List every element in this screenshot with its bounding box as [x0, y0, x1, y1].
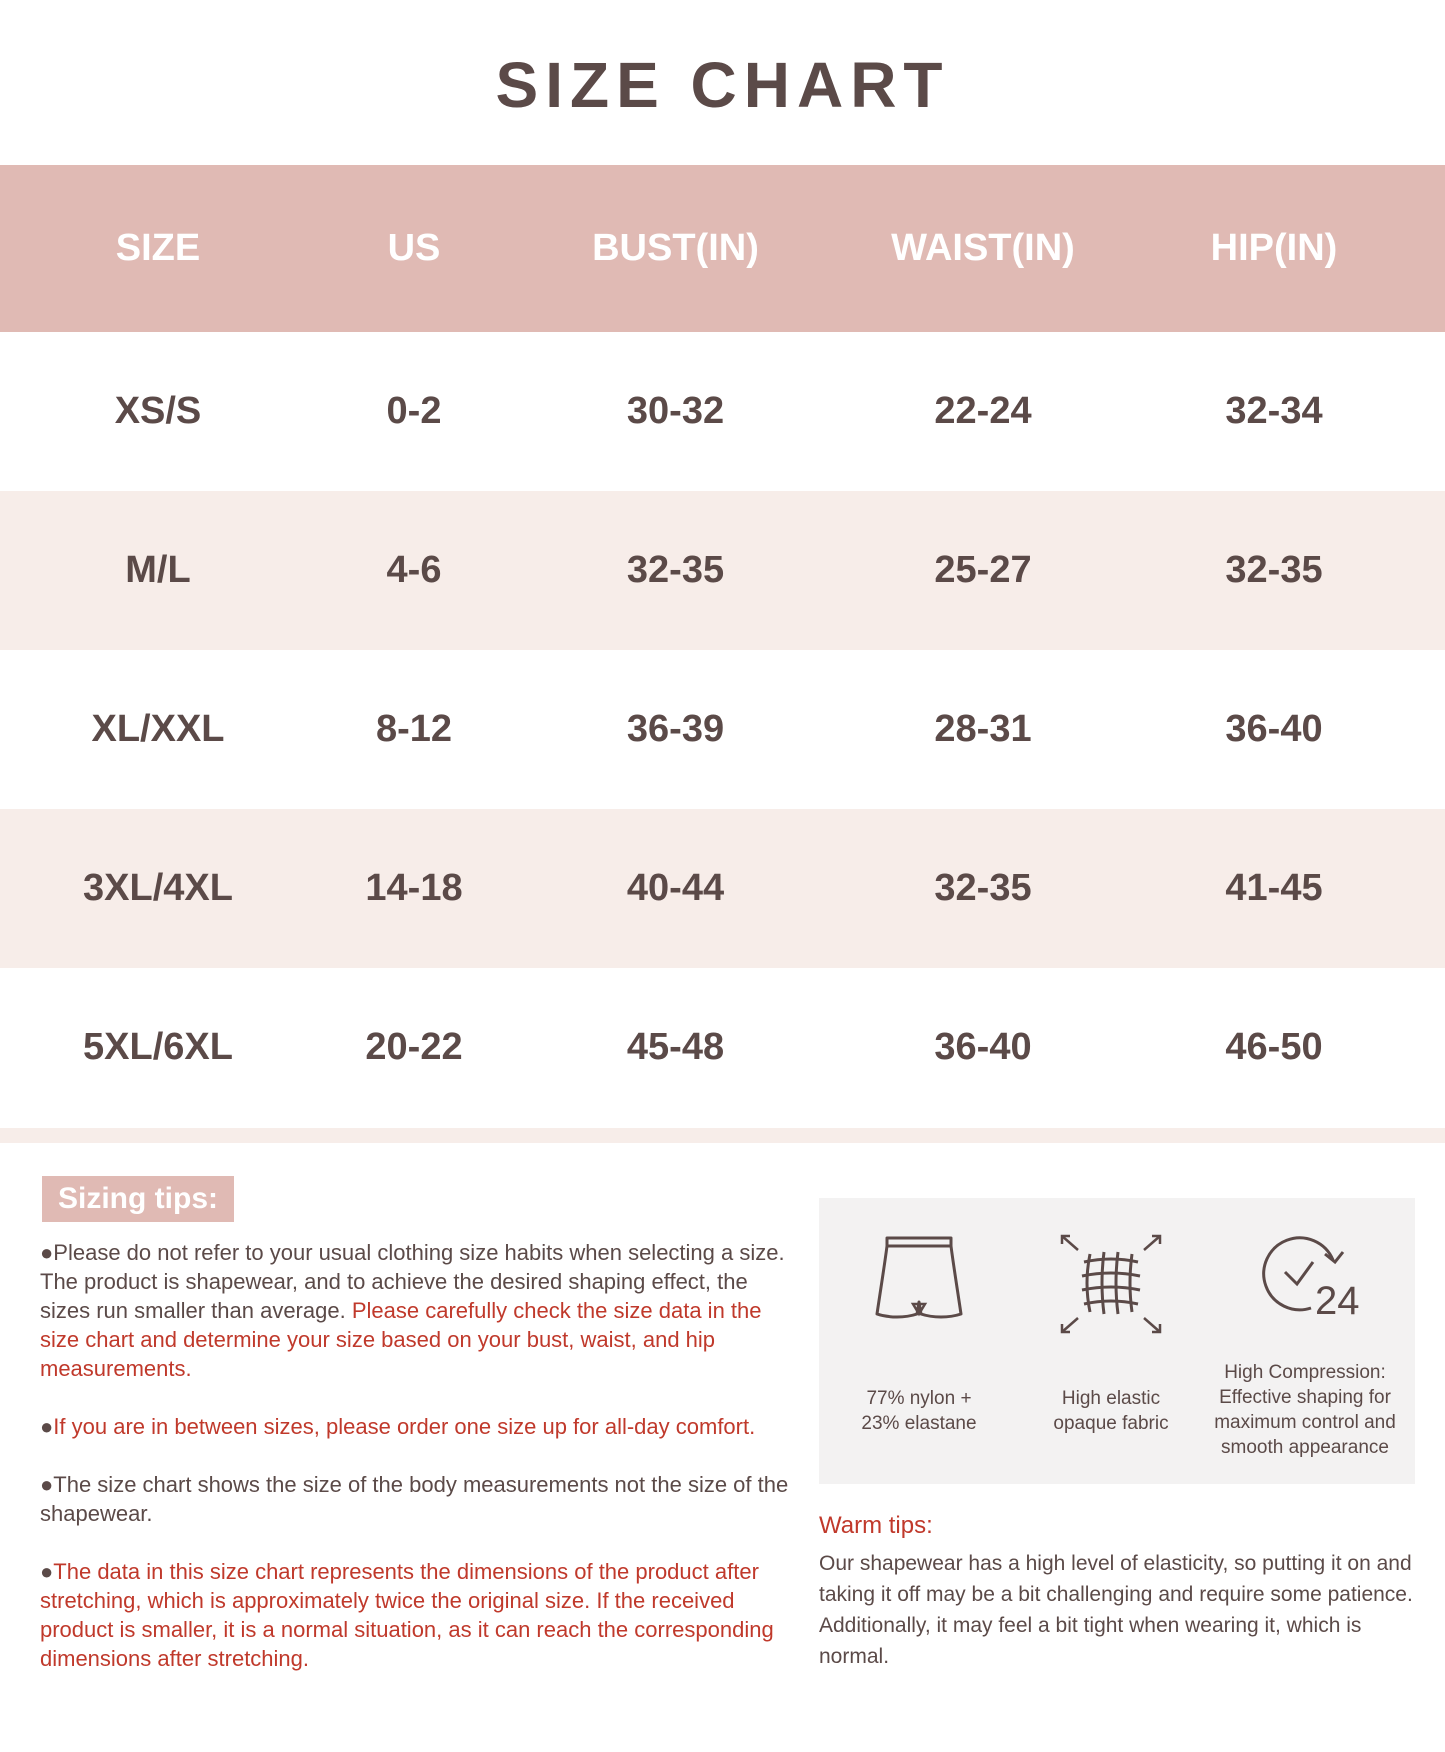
table-cell: 32-35 — [934, 867, 1032, 909]
sizing-tip-4-text: The data in this size chart represents the dimensions of the product after stretching, which is approximately twice the original size. If the received product is smaller, it is a normal situation, as it can reach the corresponding dimensions after stretching. — [40, 1559, 774, 1671]
table-row — [0, 809, 1445, 968]
header-cell: US — [387, 227, 441, 269]
table-cell: 36-40 — [1225, 708, 1323, 750]
table-cell: 8-12 — [375, 708, 453, 750]
shorts-icon — [869, 1232, 969, 1332]
table-cell: 32-35 — [1225, 549, 1323, 591]
sizing-tip-1-highlight: Please carefully check the size data in the size chart and determine your size based on your bust, waist, and hip measurements. — [40, 1298, 762, 1381]
feature-elastic-line2: opaque fabric — [1053, 1413, 1169, 1434]
size-table — [0, 165, 1445, 1127]
table-bottom-divider — [0, 1128, 1445, 1143]
features-panel — [819, 1198, 1415, 1484]
feature-elastic-line1: High elastic — [1061, 1388, 1161, 1409]
table-cell: 40-44 — [626, 867, 725, 909]
table-cell: 5XL/6XL — [83, 1026, 233, 1068]
table-cell: XS/S — [114, 390, 202, 432]
table-cell: XL/XXL — [91, 708, 225, 750]
table-cell: 20-22 — [365, 1026, 463, 1068]
table-row — [0, 332, 1445, 491]
sizing-tips-badge: Sizing tips: — [42, 1176, 234, 1222]
feature-compression-line2: Effective shaping for — [1219, 1387, 1391, 1408]
warm-tips-text: Our shapewear has a high level of elasticity, so putting it on and taking it off may be a bit challenging and require some patience. Additionally, it may feel a bit tight when wearing it, which is normal. — [819, 1552, 1413, 1668]
sizing-tip-3: ●The size chart shows the size of the body measurements not the size of the shapewear. — [40, 1472, 789, 1526]
table-cell: 36-39 — [626, 708, 725, 750]
table-row — [0, 650, 1445, 809]
table-cell: 3XL/4XL — [83, 867, 233, 909]
sizing-tip-4: ●The data in this size chart represents the dimensions of the product after stretching, which is approximately twice the original size. If the received product is smaller, it is a normal situation, as it can reach the corresponding dimensions after stretching. — [40, 1559, 774, 1671]
warm-tips-title: Warm tips: — [819, 1512, 933, 1539]
table-cell: 0-2 — [386, 390, 442, 432]
feature-material-line2: 23% elastane — [861, 1413, 977, 1434]
table-cell: M/L — [125, 549, 191, 591]
sizing-tip-1-text: ●Please do not refer to your usual clothing size habits when selecting a size. The product is shapewear, and to achieve the desired shaping effect, the sizes run smaller than average. — [40, 1240, 785, 1323]
header-cell: SIZE — [115, 227, 201, 269]
sizing-tips-label: Sizing tips — [58, 1182, 208, 1215]
table-cell: 32-34 — [1225, 390, 1323, 432]
table-header-row — [0, 165, 1445, 332]
sizing-tip-1 — [40, 1238, 800, 1383]
table-cell: 41-45 — [1225, 867, 1323, 909]
feature-compression-line4: smooth appearance — [1221, 1437, 1389, 1458]
header-cell: HIP(IN) — [1210, 227, 1338, 269]
feature-compression-line1: High Compression: — [1224, 1362, 1386, 1383]
sizing-tip-2-text: If you are in between sizes, please order one size up for all-day comfort. — [53, 1414, 756, 1439]
feature-compression — [1203, 1232, 1407, 1460]
header-cell: BUST(IN) — [592, 227, 759, 269]
feature-material-line1: 77% nylon + — [866, 1388, 972, 1409]
page-title: SIZE CHART — [495, 49, 950, 121]
table-cell: 14-18 — [365, 867, 463, 909]
table-cell: 45-48 — [626, 1026, 725, 1068]
table-cell: 25-27 — [934, 549, 1032, 591]
clock-24-icon — [1255, 1232, 1360, 1323]
table-cell: 36-40 — [934, 1026, 1032, 1068]
table-cell: 28-31 — [934, 708, 1032, 750]
table-cell: 30-32 — [626, 390, 725, 432]
sizing-tip-2: ●If you are in between sizes, please order one size up for all-day comfort. — [40, 1414, 756, 1439]
header-cell: WAIST(IN) — [891, 227, 1075, 269]
table-cell: 46-50 — [1225, 1026, 1323, 1068]
feature-compression-line3: maximum control and — [1214, 1412, 1396, 1433]
feature-elastic — [1019, 1232, 1203, 1436]
clock-24-label: 24 — [1315, 1279, 1360, 1323]
table-row — [0, 491, 1445, 650]
stretch-mesh-icon — [1056, 1232, 1166, 1336]
table-row — [0, 968, 1445, 1127]
table-cell: 32-35 — [626, 549, 725, 591]
table-cell: 4-6 — [386, 549, 442, 591]
feature-material — [827, 1232, 1011, 1436]
table-cell: 22-24 — [934, 390, 1032, 432]
